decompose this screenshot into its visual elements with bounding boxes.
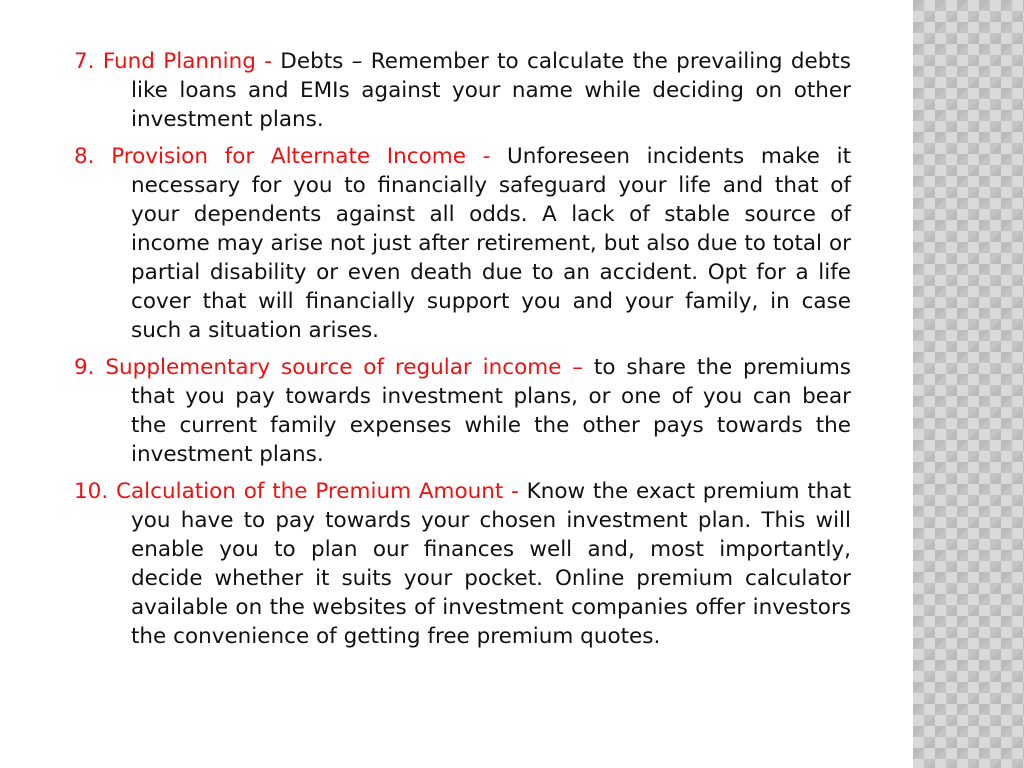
list-item-supplementary-income: [74, 353, 851, 469]
item-heading: 9. Supplementary source of regular income –: [74, 355, 584, 380]
list-item-premium-calculation: [74, 477, 851, 651]
item-body: Debts – Remember to calculate the prevailing debts like loans and EMIs against your name while deciding on other investment plans.: [131, 49, 851, 132]
item-heading: 7. Fund Planning -: [74, 49, 272, 74]
item-body: to share the premiums that you pay towards investment plans, or one of you can bear the current family expenses while the other pays towards the investment plans.: [131, 355, 851, 467]
list-item-fund-planning: [74, 47, 851, 134]
decorative-side-panel: [913, 0, 1024, 768]
item-body: Unforeseen incidents make it necessary for you to financially safeguard your life and that of your dependents against all odds. A lack of stable source of income may arise not just after retirement, but also due to total or partial disability or even death due to an accident. Opt for a life cover that will financially support you and your family, in case such a situation arises.: [131, 144, 851, 343]
list-item-alternate-income: [74, 142, 851, 345]
item-body: Know the exact premium that you have to pay towards your chosen investment plan. This will enable you to plan our finances well and, most importantly, decide whether it suits your pocket. Online premium calculator available on the websites of investment companies offer investors the convenience of getting free premium quotes.: [131, 479, 851, 649]
slide-content: [74, 47, 851, 659]
item-heading: 10. Calculation of the Premium Amount -: [74, 479, 519, 504]
item-heading: 8. Provision for Alternate Income -: [74, 144, 491, 169]
